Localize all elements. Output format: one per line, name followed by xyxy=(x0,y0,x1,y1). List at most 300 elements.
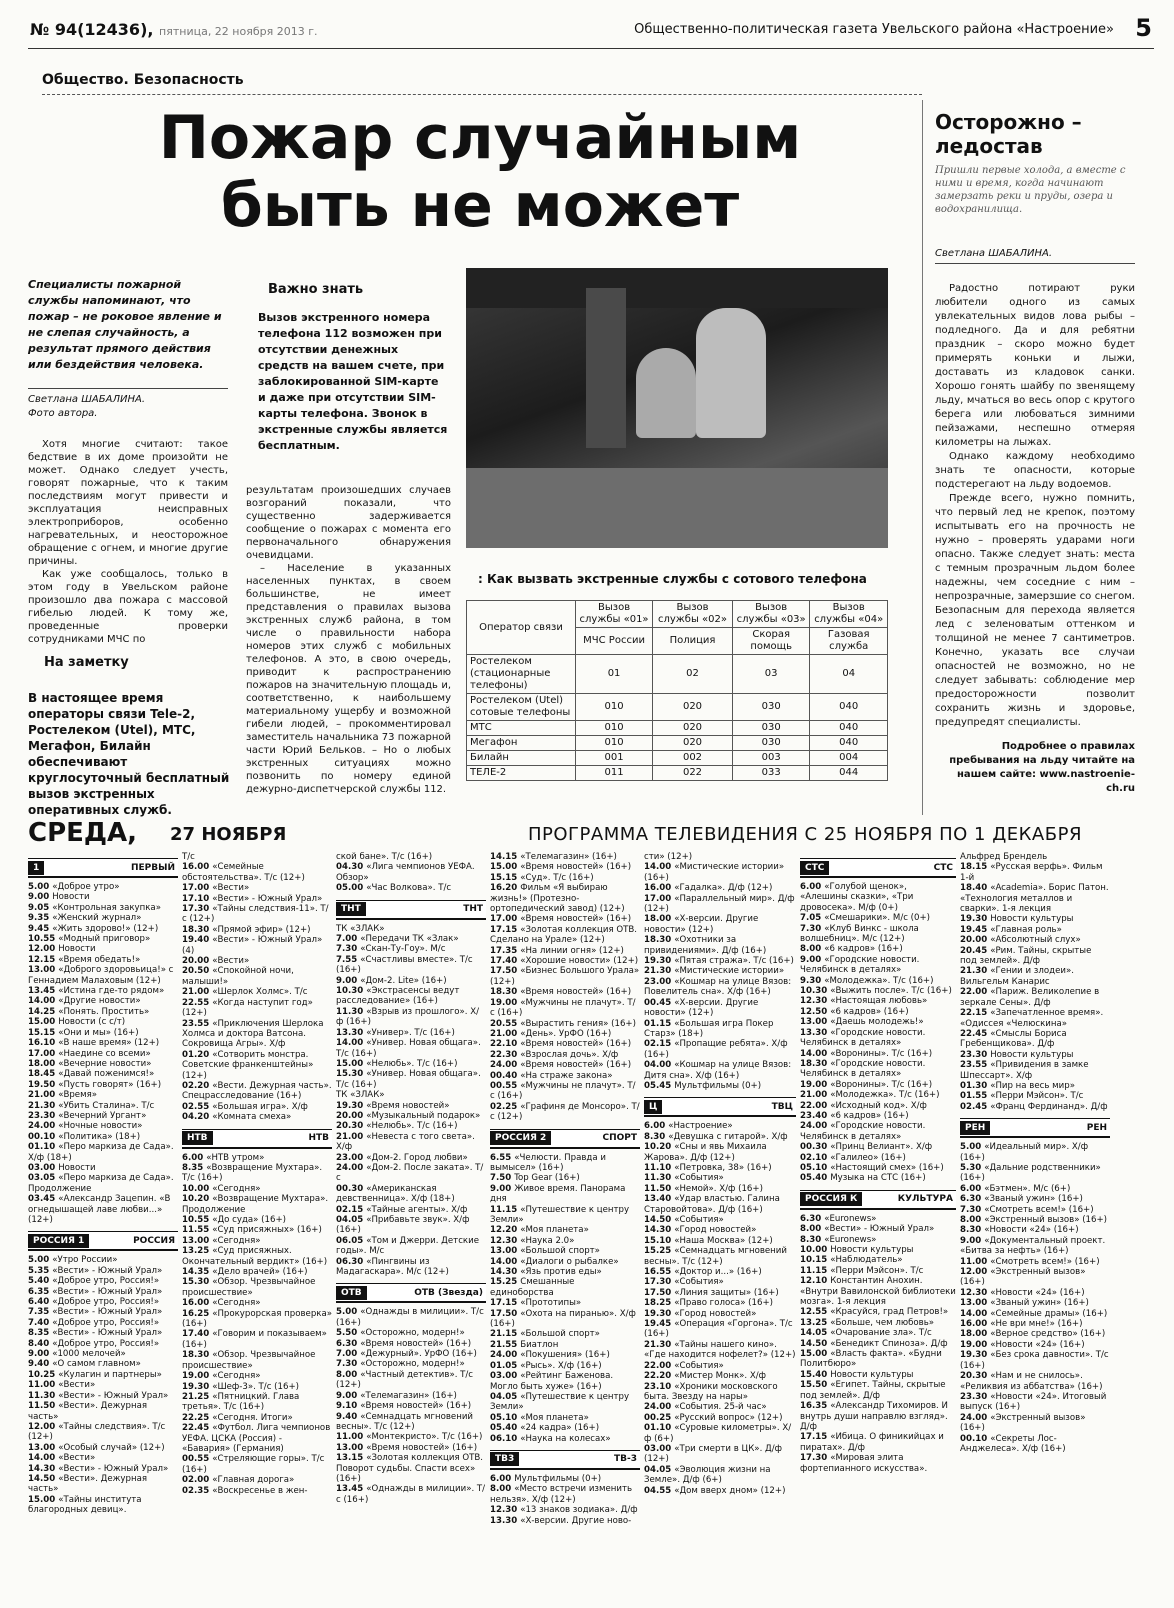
tv-time: 01.10 xyxy=(28,1142,59,1153)
tv-time: 12.00 xyxy=(960,1267,991,1278)
table-cell: 010 xyxy=(576,736,653,751)
tv-listing: 12.30 «Новости «24» (16+) xyxy=(960,1287,1085,1298)
tv-time: 9.40 xyxy=(28,1359,53,1370)
tv-listing: 10.55 «Модный приговор» xyxy=(28,934,151,945)
tv-listing: 05.00 «Час Волкова». Т/с xyxy=(336,883,452,894)
author-name: Светлана ШАБАЛИНА. xyxy=(28,394,145,405)
table-cell: 03 xyxy=(732,655,810,694)
tv-time: 5.50 xyxy=(336,1328,361,1339)
tv-time: 9.10 xyxy=(336,1401,361,1412)
tv-listing: 8.30 «Euronews» xyxy=(800,1234,877,1245)
tv-time: 11.15 xyxy=(490,1204,521,1215)
tv-time: 7.30 xyxy=(336,1359,361,1370)
tv-time: 02.20 xyxy=(182,1080,213,1091)
tv-listing: 19.50 «Пусть говорят» (16+) xyxy=(28,1079,162,1090)
tv-time: 03.00 xyxy=(490,1371,521,1382)
tv-time: 20.55 xyxy=(490,1018,521,1029)
tv-listing: 02.55 «Большая игра». Х/ф xyxy=(182,1101,308,1112)
table-header-service: Газовая служба xyxy=(810,628,888,655)
tv-listing: 15.25 «Семнадцать мгновений весны». Т/с (12+) xyxy=(644,1246,790,1267)
tv-time: 6.30 xyxy=(800,1213,825,1224)
tv-listing: 13.45 «Однажды в милиции». Т/с (16+) xyxy=(336,1484,486,1505)
tv-listing: 15.30 «Универ. Новая общага». Т/с (16+) xyxy=(336,1069,484,1090)
tv-time: 21.30 xyxy=(960,966,991,977)
tv-time: 9.00 xyxy=(800,954,825,965)
tv-listing: 17.00 «Наедине со всеми» xyxy=(28,1048,151,1059)
tv-listing: 13.00 «Доброго здоровьица!» с Геннадием Малаховым (12+) xyxy=(28,965,177,986)
tv-time: 12.15 xyxy=(28,954,59,965)
sidebar-article xyxy=(935,100,1135,796)
tv-time: 14.00 xyxy=(800,1048,831,1059)
tv-time: 01.30 xyxy=(960,1080,991,1091)
tv-time: 14.15 xyxy=(490,852,521,862)
tv-listing: 13.25 «Суд присяжных. Окончательный вердикт» (16+) xyxy=(182,1246,328,1267)
tv-time: 20.50 xyxy=(182,966,213,977)
tv-time: 21.00 xyxy=(336,1131,367,1142)
tv-time: 8.40 xyxy=(28,1338,53,1349)
channel-logo-icon: РОССИЯ 2 xyxy=(490,1131,551,1145)
tv-time: 6.00 xyxy=(960,1183,985,1194)
tv-listing: 13.30 «Х-версии. Другие ново- xyxy=(490,1515,632,1526)
tv-listing: 10.15 «Наблюдатель» xyxy=(800,1255,903,1266)
tv-listing: 23.55 «Приключения Шерлока Холмса и доктора Ватсона. Сокровища Агры». Х/ф xyxy=(182,1018,327,1050)
tv-listing: 14.50 «Бенедикт Спиноза». Д/ф xyxy=(800,1338,948,1349)
table-row xyxy=(467,694,888,721)
tv-time: 16.00 xyxy=(182,862,213,873)
tv-listing: 17.10 «Вести» - Южный Урал» xyxy=(182,893,323,904)
tv-time: 23.55 xyxy=(182,1018,213,1029)
tv-listing: 22.00 «Исходный код». Х/ф xyxy=(800,1100,927,1111)
tv-listing: 24.00 «Городские новости. Челябинск в деталях» xyxy=(800,1121,929,1142)
tv-time: 10.55 xyxy=(28,934,59,945)
tv-time: 04.05 xyxy=(490,1391,521,1402)
tv-time: 13.30 xyxy=(490,1515,521,1526)
tv-time: 14.30 xyxy=(644,1225,675,1236)
note-box xyxy=(28,655,238,818)
tv-listing: 9.05 «Контрольная закупка» xyxy=(28,902,161,913)
tv-listing: 19.00 «Новости «24» (16+) xyxy=(960,1339,1085,1350)
tv-time: 21.00 xyxy=(28,1090,59,1101)
channel-name: РЕН xyxy=(1086,1122,1107,1133)
tv-listing: 17.40 «Говорим и показываем» (16+) xyxy=(182,1329,330,1350)
tv-listing: 02.25 «Графиня де Монсоро». Т/с (12+) xyxy=(490,1101,640,1123)
tv-time: 20.00 xyxy=(336,1110,367,1121)
tv-listing: 11.15 «Перри Мэйсон». Т/с xyxy=(800,1265,924,1276)
channel-logo-icon: НТВ xyxy=(182,1131,213,1145)
tv-listing: 11.30 «Взрыв из прошлого». Х/ф (16+) xyxy=(336,1006,480,1028)
tv-time: 01.15 xyxy=(644,1018,675,1029)
channel-header xyxy=(28,858,178,878)
tv-listing: 13.30 «Универ». Т/с (16+) xyxy=(336,1027,455,1038)
table-cell-operator: Мегафон xyxy=(467,736,576,751)
sidebar-divider xyxy=(922,100,923,815)
tv-listing: 00.10 «Секреты Лос-Анджелеса». Х/ф (16+) xyxy=(960,1433,1066,1454)
tv-listing: 8.00 «Место встречи изменить нельзя». Х/ф (12+) xyxy=(490,1484,635,1505)
tv-listing: 10.00 «Сегодня» xyxy=(182,1183,261,1194)
table-cell-operator: МТС xyxy=(467,721,576,736)
tv-listing: 8.00 «Экстренный вызов» (16+) xyxy=(960,1215,1108,1225)
tv-listing: 04.05 «Эволюция жизни на Земле». Д/ф (6+) xyxy=(644,1464,774,1486)
photo-beam xyxy=(466,268,888,308)
tv-time: 00.55 xyxy=(490,1080,521,1091)
tv-listing: 21.55 Биатлон xyxy=(490,1339,559,1350)
tv-time: 15.00 xyxy=(336,1058,367,1069)
tv-listing: 5.00 «Однажды в милиции». Т/с (16+) xyxy=(336,1307,487,1328)
tv-time: 9.40 xyxy=(336,1411,361,1422)
tv-time: 8.35 xyxy=(182,1162,207,1173)
tv-time: 20.00 xyxy=(182,956,213,967)
tv-listing: 14.15 «Телемагазин» (16+) xyxy=(490,852,617,862)
tv-time: 16.00 xyxy=(644,883,675,894)
photo-debris xyxy=(466,468,888,548)
tv-time: 05.10 xyxy=(490,1412,521,1423)
channel-logo-icon: 1 xyxy=(28,861,44,875)
tv-time: 17.00 xyxy=(490,914,521,925)
tv-time: 17.40 xyxy=(182,1329,213,1340)
tv-time: 22.20 xyxy=(644,1371,675,1382)
tv-time: 18.30 xyxy=(182,1350,213,1361)
tv-time: 04.05 xyxy=(336,1215,367,1225)
tv-time: 17.35 xyxy=(490,945,521,956)
tv-time: 19.00 xyxy=(490,997,521,1008)
tv-time: 22.55 xyxy=(182,997,213,1008)
tv-time: 5.00 xyxy=(960,1142,985,1153)
table-cell-operator: Ростелеком (Utel) сотовые телефоны xyxy=(467,694,576,721)
tv-listing: 16.35 «Александр Тихомиров. И внутрь души направлю взгляд». Д/ф xyxy=(800,1401,951,1432)
tv-listing: 23.30 «Новости «24». Итоговый выпуск (16+) xyxy=(960,1391,1110,1413)
tv-listing: ской бане». Т/с (16+) xyxy=(336,852,433,862)
tv-time: 8.00 xyxy=(800,944,825,955)
tv-listing: 11.00 «Смотреть всем!» (16+) xyxy=(960,1256,1100,1267)
tv-time: 14.35 xyxy=(182,1267,213,1278)
tv-time: 17.50 xyxy=(644,1287,675,1298)
channel-logo-icon: ТВ3 xyxy=(490,1452,519,1466)
table-cell: 010 xyxy=(576,721,653,736)
tv-time: 15.00 xyxy=(28,1017,59,1028)
tv-listing: 14.25 «Понять. Простить» xyxy=(28,1006,150,1017)
channel-header xyxy=(800,1190,956,1210)
tv-time: 22.00 xyxy=(960,987,991,998)
table-cell: 001 xyxy=(576,751,653,766)
channel-header xyxy=(336,1283,486,1303)
tv-listing: 10.20 «Сны и явь Михаила Жарова». Д/ф (12+) xyxy=(644,1142,770,1163)
tv-time: 6.40 xyxy=(28,1297,53,1308)
tv-time: 17.00 xyxy=(644,893,675,904)
tv-time: 12.55 xyxy=(800,1307,831,1318)
tv-time: 12.30 xyxy=(800,996,831,1007)
tv-listing: 01.55 «Перри Мэйсон». Т/с xyxy=(960,1091,1084,1102)
tv-listing: Т/с xyxy=(182,852,195,862)
table-cell-operator: Ростелеком (стационарные телефоны) xyxy=(467,655,576,694)
tv-time: 14.30 xyxy=(490,1267,521,1278)
tv-time: 13.30 xyxy=(336,1027,367,1038)
tv-time: 15.30 xyxy=(182,1277,213,1288)
tv-time: 00.30 xyxy=(800,1142,831,1153)
tv-time: 7.00 xyxy=(336,1349,361,1360)
tv-time: 11.50 xyxy=(28,1401,59,1412)
tv-listing: 17.00 «Время новостей» (16+) xyxy=(490,914,632,925)
channel-logo-icon: РОССИЯ К xyxy=(800,1192,862,1206)
tv-time: 7.35 xyxy=(28,1307,53,1318)
tv-listing: 7.00 «Передачи ТК «Злак» xyxy=(336,934,459,945)
tv-listing: 5.35 «Вести» - Южный Урал» xyxy=(28,1265,163,1276)
table-cell-operator: ТЕЛЕ-2 xyxy=(467,766,576,781)
tv-listing: 12.30 «Наука 2.0» xyxy=(490,1235,575,1246)
tv-listing: 9.30 «Молодежка». Т/с (16+) xyxy=(800,975,934,986)
tv-time: 22.10 xyxy=(490,1039,521,1050)
table-row xyxy=(467,736,888,751)
tv-time: 19.50 xyxy=(28,1079,59,1090)
table-header-call: Вызов службы «04» xyxy=(810,601,888,628)
tv-time: 18.00 xyxy=(960,1329,991,1340)
tv-time: 12.30 xyxy=(490,1235,521,1246)
article-column-2 xyxy=(246,484,451,796)
tv-listing: 8.00 «Вести» - Южный Урал» xyxy=(800,1224,935,1235)
tv-time: 6.00 xyxy=(644,1121,669,1132)
tv-listing: 20.30 «Нам и не снилось». «Реликвия из аббатства» (16+) xyxy=(960,1371,1103,1392)
tv-listing: 15.00 «Власть факта». «Будни Политбюро» xyxy=(800,1349,945,1370)
table-header-row xyxy=(467,601,888,628)
table-cell: 030 xyxy=(732,721,810,736)
tv-listing: 23.10 «Хроники московского быта. Звезду на нары» xyxy=(644,1381,781,1402)
tv-listing: 04.20 «Комната смеха» xyxy=(182,1112,292,1123)
channel-name: РОССИЯ xyxy=(133,1235,175,1246)
tv-time: 21.00 xyxy=(182,987,213,998)
tv-listing: 18.30 «Городские новости. Челябинск в деталях» xyxy=(800,1058,929,1080)
tv-time: 15.25 xyxy=(644,1246,675,1257)
tv-time: 18.00 xyxy=(28,1058,59,1069)
tv-time: 8.00 xyxy=(336,1369,361,1380)
tv-listing: 17.50 «Охота на пиранью». Х/ф (16+) xyxy=(490,1308,639,1330)
tv-time: 01.05 xyxy=(490,1360,521,1371)
tv-time: 15.00 xyxy=(28,1494,59,1505)
sidebar-title: Осторожно – ледостав xyxy=(935,110,1082,158)
tv-time: 10.15 xyxy=(800,1255,831,1266)
tv-time: 16.20 xyxy=(490,883,521,894)
tv-time: 00.10 xyxy=(960,1433,991,1444)
channel-header xyxy=(182,1129,332,1149)
tv-time: 18.30 xyxy=(490,987,521,998)
tv-listing: 15.00 «Нелюбь». Т/с (16+) xyxy=(336,1058,458,1069)
article-author xyxy=(28,388,228,421)
tv-listing: 9.00 «Документальный проект. «Битва за нефть» (16+) xyxy=(960,1235,1108,1257)
tv-listing: 01.10 «Суровые километры». Х/ф (6+) xyxy=(644,1423,792,1444)
rubric-divider xyxy=(42,94,922,95)
tv-time: 23.30 xyxy=(960,1049,991,1060)
tv-time: 5.35 xyxy=(28,1265,53,1276)
tv-listing: 17.15 «Ибица. О финикийцах и пиратах». Д/ф xyxy=(800,1432,947,1453)
tv-time: 15.10 xyxy=(644,1235,675,1246)
tv-listing: 9.00 «Телемагазин» (16+) xyxy=(336,1390,457,1401)
tv-listing: 02.15 «Пропащие ребята». Х/ф (16+) xyxy=(644,1039,791,1060)
tv-time: 20.30 xyxy=(336,1121,367,1132)
tv-listing: 02.10 «Галилео» (16+) xyxy=(800,1152,906,1163)
tv-time: 02.15 xyxy=(644,1039,675,1050)
tv-time: 02.35 xyxy=(182,1485,213,1496)
sidebar-paragraph: Прежде всего, нужно помнить, что первый лед не крепок, поэтому испытывать его на прочность не нужно – проверять ударами ноги опасно. Также следует знать: места с темным прозрачным льдом более надежны, чем соседние с ним – непрозрачные, замерзшие со снегом. Безопасным для перехода является лед с зеленоватым оттенком и толщиной не менее 7 сантиметров. Конечно, указать все случаи опасностей не возможно, но не следует забывать: соблюдение мер предосторожности позволит сохранить жизнь и здоровье, предупредят специалисты. xyxy=(935,493,1135,728)
important-text: Вызов экстренного номера телефона 112 возможен при отсутствии денежных средств на вашем счете, при заблокированной SIM-карте и даже при отсутствии SIM-карты телефона. Звонок в экстренные службы является бесплатным. xyxy=(258,311,448,452)
tv-listing: 17.00 «Параллельный мир». Д/ф (12+) xyxy=(644,893,798,915)
tv-time: 12.30 xyxy=(960,1287,991,1298)
tv-time: 19.45 xyxy=(960,924,991,935)
tv-time: 5.40 xyxy=(28,1276,53,1287)
tv-time: 16.25 xyxy=(182,1308,213,1319)
tv-listing: 24.00 «Экстренный вызов» (16+) xyxy=(960,1412,1089,1434)
tv-column xyxy=(800,852,959,1474)
channel-name: СПОРТ xyxy=(602,1133,637,1144)
channel-name: СТС xyxy=(933,862,953,873)
table-row xyxy=(467,721,888,736)
table-cell: 040 xyxy=(810,694,888,721)
tv-listing: 6.00 «НТВ утром» xyxy=(182,1152,265,1163)
table-cell: 022 xyxy=(653,766,733,781)
tv-listing: 14.00 «Мистические истории» (16+) xyxy=(644,862,787,883)
tv-listing: сти» (12+) xyxy=(644,852,693,862)
rubric: Общество. Безопасность xyxy=(42,72,244,88)
channel-header xyxy=(800,858,956,878)
tv-listing: 22.00 «События» xyxy=(644,1360,724,1371)
tv-listing: 21.25 «Пятницкий. Глава третья». Т/с (16+) xyxy=(182,1391,303,1413)
tv-time: 17.50 xyxy=(490,1308,521,1319)
tv-time: 8.00 xyxy=(490,1484,515,1495)
tv-listing: 21.30 «Мистические истории» xyxy=(644,966,785,977)
tv-listing: 15.50 «Египет. Тайны, скрытые под землей». Д/ф xyxy=(800,1380,949,1401)
tv-listing: 8.40 «Доброе утро, Россия!» xyxy=(28,1338,160,1349)
tv-listing: 15.00 Новости (с с/т) xyxy=(28,1017,126,1028)
tv-listing: 01.30 «Пир на весь мир» xyxy=(960,1080,1075,1091)
channel-logo-icon: ОТВ xyxy=(336,1286,367,1300)
tv-time: 8.30 xyxy=(644,1131,669,1142)
tv-listing: 19.30 «Пятая стража». Т/с (16+) xyxy=(644,956,794,967)
tv-listing: 15.00 «Время новостей» (16+) xyxy=(490,862,632,873)
tv-listing: 18.30 «Охотники за привидениями». Д/ф (16+) xyxy=(644,935,767,956)
tv-listing: 19.00 «Сегодня» xyxy=(182,1371,261,1382)
tv-time: 03.00 xyxy=(28,1162,59,1173)
tv-listing: 13.00 «Особый случай» (12+) xyxy=(28,1442,165,1453)
tv-time: 17.30 xyxy=(182,904,213,915)
tv-listing: 18.40 «Academia». Борис Патон. «Технология металлов и сварки». 1-я лекция xyxy=(960,883,1112,915)
article-lead: Специалисты пожарной службы напоминают, что пожар – не роковое явление и не слепая случайность, а результат прямого действия или бездействия человека. xyxy=(28,278,222,371)
photo-firefighter xyxy=(636,348,696,438)
tv-listing: 11.50 «Вести». Дежурная часть» xyxy=(28,1401,150,1422)
tv-time: 20.30 xyxy=(960,1371,991,1382)
tv-listing: 15.10 «Наша Москва» (12+) xyxy=(644,1235,773,1246)
tv-time: 9.05 xyxy=(28,902,53,913)
tv-listing: 14.00 «Универ. Новая общага». Т/с (16+) xyxy=(336,1038,484,1059)
issue-date: пятница, 22 ноября 2013 г. xyxy=(159,25,318,38)
sidebar-author: Светлана ШАБАЛИНА. xyxy=(935,248,1135,264)
tv-time: 00.30 xyxy=(336,1183,367,1194)
channel-logo-icon: СТС xyxy=(800,861,829,875)
tv-time: 9.00 xyxy=(336,1390,361,1401)
tv-time: 21.30 xyxy=(644,1339,675,1350)
table-cell: 004 xyxy=(810,751,888,766)
tv-time: 9.30 xyxy=(800,975,825,986)
article-paragraph: результатам произошедших случаев возгораний показали, что существенно задерживается сообщение о пожарах с момента его первоначального обнаружения очевидцами. xyxy=(246,485,451,561)
tv-time: 22.45 xyxy=(960,1028,991,1039)
tv-time: 20.45 xyxy=(960,945,991,956)
tv-time: 13.00 xyxy=(800,1017,831,1028)
tv-time: 19.30 xyxy=(182,1381,213,1392)
tv-listing: 14.00 «Воронины». Т/с (16+) xyxy=(800,1048,933,1059)
tv-time: 19.30 xyxy=(960,1350,991,1361)
tv-listing: 00.55 «Мужчины не плачут». Т/с (16+) xyxy=(490,1080,636,1102)
tv-listing: 22.30 «Взрослая дочь». Х/ф xyxy=(490,1049,619,1060)
tv-listing: 00.30 «Американская девственница». Х/ф (18+) xyxy=(336,1183,455,1205)
tv-time: 6.00 xyxy=(800,882,825,892)
tv-time: 9.00 xyxy=(490,1183,515,1194)
tv-listing: 6.00 «Голубой щенок», «Алешины сказки», «Три дровосека». М/ф (0+) xyxy=(800,882,917,913)
channel-name: КУЛЬТУРА xyxy=(897,1194,953,1205)
tv-listing: 13.30 «Городские новости. Челябинск в деталях» xyxy=(800,1027,929,1049)
note-title: На заметку xyxy=(44,655,129,670)
tv-listing: 10.30 «Экстрасенсы ведут расследование» (16+) xyxy=(336,986,463,1007)
tv-listing: 6.30 «Время новостей» (16+) xyxy=(336,1338,472,1349)
tv-listing: 03.00 «Рейтинг Баженова. Могло быть хуже» (16+) xyxy=(490,1371,616,1392)
tv-listing: 5.50 «Осторожно, модерн!» xyxy=(336,1328,465,1339)
tv-listing: 9.40 «О самом главном» xyxy=(28,1359,141,1370)
tv-time: 21.00 xyxy=(490,1028,521,1039)
tv-listing: 11.50 «Немой». Х/ф (16+) xyxy=(644,1183,763,1194)
article-paragraph: Хотя многие считают: такое бедствие в их доме произойти не может. Однако следует учесть, говорят пожарные, что к таким последствиям могут привести и эксплуатация неисправных электроприборов, особенно нагревательных, и неосторожное обращение с огнем, и многие другие причины. xyxy=(28,439,228,567)
tv-time: 7.55 xyxy=(336,954,361,965)
tv-listing: 18.00 «Вечерние новости» xyxy=(28,1058,152,1069)
tv-time: 8.00 xyxy=(960,1215,985,1225)
tv-time: 14.30 xyxy=(28,1463,59,1474)
tv-listing: 22.10 «Время новостей» (16+) xyxy=(490,1039,632,1050)
tv-time: 04.05 xyxy=(644,1464,675,1475)
note-text: В настоящее время операторы связи Tele-2, Ростелеком (Utel), МТС, Мегафон, Билайн обеспечивают круглосуточный бесплатный вызов экстренных оперативных служб. xyxy=(28,691,230,817)
tv-listing: 10.20 «Возвращение Мухтара». Продолжение xyxy=(182,1194,331,1215)
tv-listing: ТК «ЗЛАК» xyxy=(336,1090,385,1101)
tv-listing: 14.30 «Вести» - Южный Урал» xyxy=(28,1463,169,1474)
tv-time: 22.15 xyxy=(960,1008,991,1019)
tv-listing: 17.35 «На линии огня» (12+) xyxy=(490,945,624,956)
tv-listing: 7.30 «Клуб Винкс - школа волшебниц». М/с (12+) xyxy=(800,923,922,945)
tv-time: 18.00 xyxy=(644,914,675,925)
tv-listing: 02.20 «Вести. Дежурная часть». Спецрасследование (16+) xyxy=(182,1080,335,1102)
tv-time: 16.35 xyxy=(800,1401,831,1412)
tv-listing: 8.35 «Возвращение Мухтара». Т/с (16+) xyxy=(182,1162,325,1184)
tv-listing: 15.30 «Обзор. Чрезвычайное происшествие» xyxy=(182,1277,319,1298)
tv-listing: 6.55 «Челюсти. Правда и вымысел» (16+) xyxy=(490,1152,609,1173)
tv-listing: 00.30 «Принц Велиант». Х/ф xyxy=(800,1142,933,1153)
tv-listing: 02.45 «Франц Фердинанд». Д/ф xyxy=(960,1101,1108,1112)
article-column-1 xyxy=(28,438,228,646)
tv-listing: 14.30 «Город новостей» xyxy=(644,1225,757,1236)
tv-time: 6.55 xyxy=(490,1152,515,1163)
tv-listing: 7.30 «Осторожно, модерн!» xyxy=(336,1359,465,1370)
tv-listing: 17.15 «Прототипы» xyxy=(490,1298,582,1309)
tv-time: 14.00 xyxy=(28,996,59,1007)
tv-listing: 21.00 «Невеста с того света». Х/ф xyxy=(336,1131,478,1153)
tv-listing: 19.00 «Воронины». Т/с (16+) xyxy=(800,1079,933,1090)
tv-listing: 7.40 «Доброе утро, Россия!» xyxy=(28,1317,160,1328)
tv-time: 17.00 xyxy=(28,1048,59,1059)
sidebar-paragraph: Однако каждому необходимо знать те опасности, которые подстерегают на льду водоемов. xyxy=(935,451,1135,490)
tv-listing: 20.00 «Музыкальный подарок» xyxy=(336,1110,481,1121)
tv-time: 15.30 xyxy=(336,1069,367,1080)
tv-time: 24.00 xyxy=(336,1162,367,1173)
tv-listing: 19.45 «Главная роль» xyxy=(960,924,1062,935)
tv-listing: 23.30 «Вечерний Ургант» xyxy=(28,1110,147,1121)
tv-listing: 24.00 «События. 25-й час» xyxy=(644,1402,767,1413)
tv-listing: 11.30 «Вести» - Южный Урал» xyxy=(28,1390,169,1401)
tv-listing: 5.00 «Доброе утро» xyxy=(28,882,120,892)
table-cell: 002 xyxy=(653,751,733,766)
tv-listing: 9.00 Живое время. Панорама дня xyxy=(490,1183,629,1205)
tv-time: 6.00 xyxy=(182,1152,207,1163)
